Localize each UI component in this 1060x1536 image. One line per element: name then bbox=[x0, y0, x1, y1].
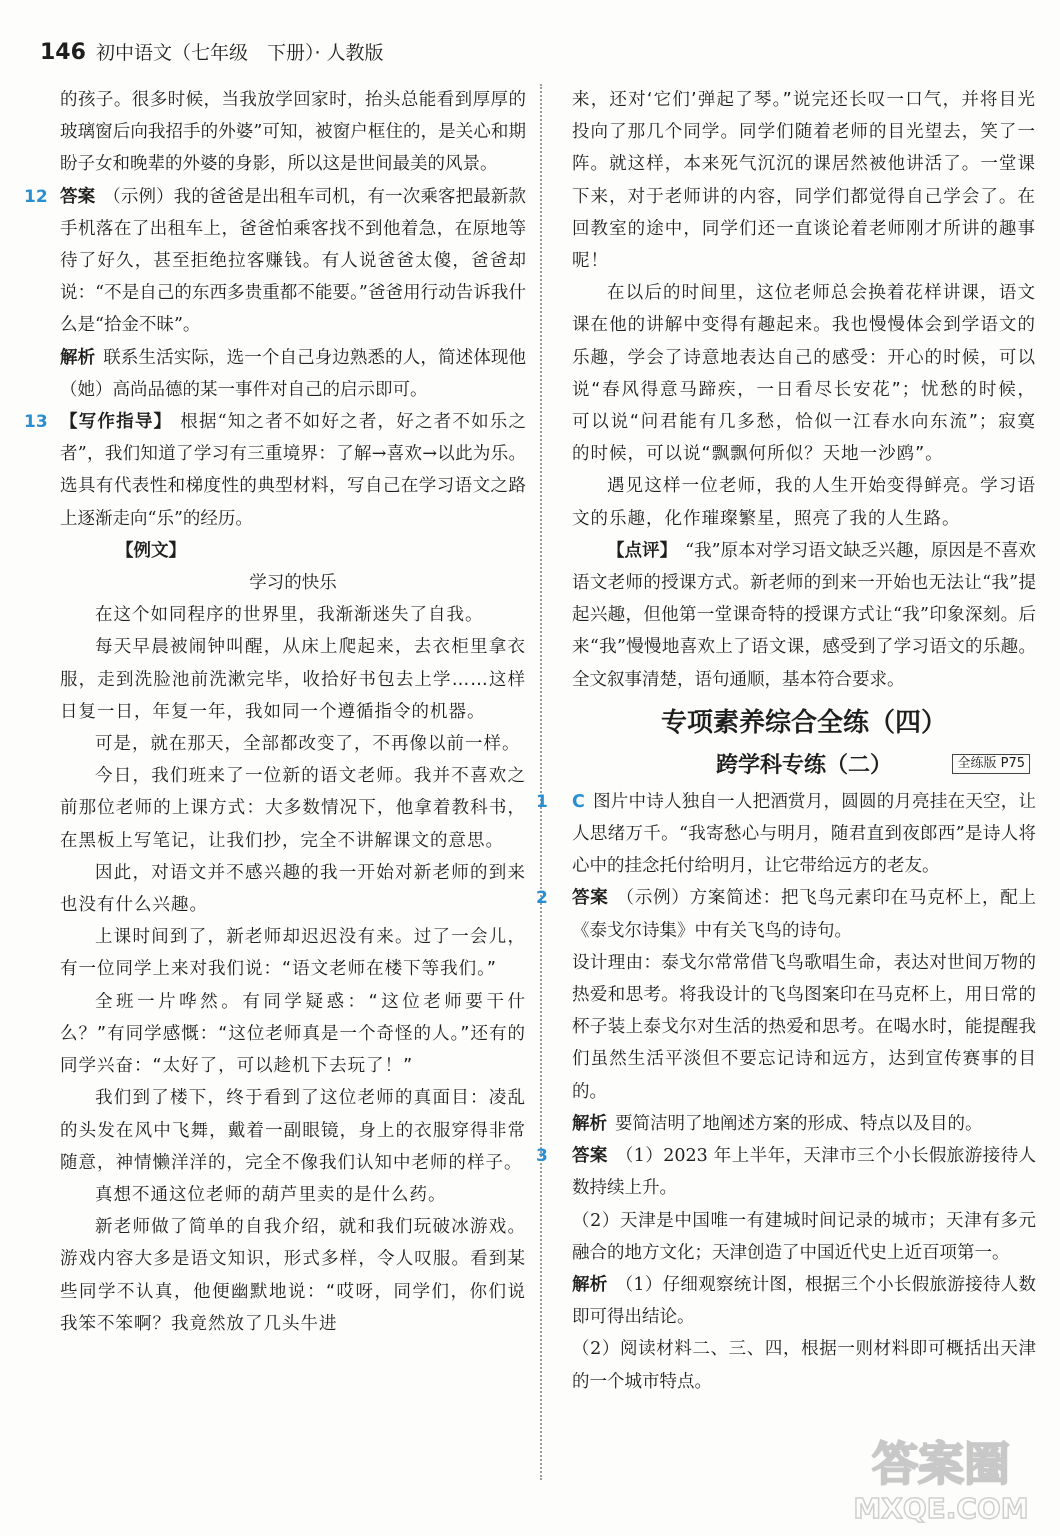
reference-badge: 全练版 P75 bbox=[952, 754, 1030, 774]
answer-tag: 答案 bbox=[572, 1146, 608, 1167]
analysis-text: 要简洁明了地阐述方案的形成、特点以及目的。 bbox=[615, 1113, 983, 1134]
answer-text: （示例）我的爸爸是出租车司机，有一次乘客把最新款手机落在了出租车上，爸爸怕乘客找不到他着急，在原地等待了好久，甚至拒绝拉客赚钱。有人说爸爸太傻，爸爸却说：“不是自己的东西多贵重都不能要。”爸爸用行动告诉我什么是“拾金不昧”。 bbox=[60, 186, 527, 336]
book-title: 初中语文（七年级 下册）· 人教版 bbox=[95, 42, 384, 64]
column-divider bbox=[540, 84, 542, 1480]
page-header bbox=[40, 38, 384, 74]
left-column bbox=[24, 84, 527, 1340]
answer-text: （1）2023 年上半年，天津市三个小长假旅游接待人数持续上升。 bbox=[572, 1146, 1037, 1199]
section-title: 专项素养综合全练（四） bbox=[660, 707, 947, 738]
question-number: 12 bbox=[24, 186, 48, 207]
page-number: 146 bbox=[40, 40, 86, 65]
watermark-main-text: 答案圈 bbox=[872, 1437, 1010, 1491]
question-number: 3 bbox=[536, 1146, 548, 1167]
right-column bbox=[536, 84, 1037, 1398]
essay-title: 学习的快乐 bbox=[249, 573, 337, 594]
answer-text: （示例）方案简述：把飞鸟元素印在马克杯上，配上《泰戈尔诗集》中有关飞鸟的诗句。 bbox=[572, 888, 1037, 941]
comment-tag: 【点评】 bbox=[607, 540, 678, 561]
essay-paragraph: 全班一片哗然。有同学疑惑：“这位老师要干什么？”有同学感慨：“这位老师真是一个奇怪的人。”还有的同学兴奋：“太好了，可以趁机下去玩了！” bbox=[60, 991, 526, 1077]
comment bbox=[572, 535, 1036, 696]
essay-paragraph: 今日，我们班来了一位新的语文老师。我并不喜欢之前那位老师的上课方式：大多数情况下，他拿着教科书，在黑板上写笔记，让我们抄，完全不讲解课文的意思。 bbox=[60, 766, 526, 851]
writing-guide-tag: 【写作指导】 bbox=[60, 412, 173, 433]
question-number: 1 bbox=[536, 791, 548, 812]
question-1 bbox=[536, 786, 1036, 883]
analysis-text: 联系生活实际，选一个自己身边熟悉的人，简述体现他（她）高尚品德的某一事件对自己的启示即可。 bbox=[60, 347, 527, 400]
example-label: 【例文】 bbox=[116, 540, 186, 561]
essay-paragraph: 在以后的时间里，这位老师总会换着花样讲课，语文课在他的讲解中变得有趣起来。我也慢慢体会到学语文的乐趣，学会了诗意地表达自己的感受：开心的时候，可以说“春风得意马蹄疾，一日看尽长安花”；忧愁的时候，可以说“问君能有几多愁，恰似一江春水向东流”；寂寞的时候，可以说“飘飘何所似？天地一沙鸥”。 bbox=[572, 283, 1036, 465]
analysis-tag: 解析 bbox=[572, 1113, 607, 1134]
question-number: 13 bbox=[24, 412, 48, 433]
watermark-logo bbox=[836, 1428, 1046, 1528]
answer-text: （2）天津是中国唯一有建城时间记录的城市；天津有多元融合的地方文化；天津创造了中国近代史上近百项第一。 bbox=[572, 1210, 1036, 1263]
essay-paragraph: 来，还对‘它们’弹起了琴。”说完还长叹一口气，并将目光投向了那几个同学。同学们随着老师的目光望去，笑了一阵。就这样，本来死气沉沉的课居然被他讲活了。一堂课下来，对于老师讲的内容，同学们都觉得自己学会了。在回教室的途中，同学们还一直谈论着老师刚才所讲的趣事呢！ bbox=[572, 90, 1036, 272]
question-12 bbox=[24, 181, 527, 406]
question-2 bbox=[536, 882, 1037, 1140]
essay-paragraph: 每天早晨被闹钟叫醒，从床上爬起来，去衣柜里拿衣服，走到洗脸池前洗漱完毕，收拾好书包去上学……这样日复一日，年复一年，我如同一个遵循指令的机器。 bbox=[60, 637, 526, 722]
answer-tag: 答案 bbox=[60, 186, 96, 207]
comment-text: “我”原本对学习语文缺乏兴趣，原因是不喜欢语文老师的授课方式。新老师的到来一开始也无法让“我”提起兴趣，但他第一堂课奇特的授课方式让“我”印象深刻。后来“我”慢慢地喜欢上了语文课，感受到了学习语文的乐趣。全文叙事清楚，语句通顺，基本符合要求。 bbox=[572, 540, 1036, 690]
answer-tag: 答案 bbox=[572, 888, 609, 909]
question-3 bbox=[536, 1140, 1037, 1398]
writing-guide-text: 根据“知之者不如好之者，好之者不如乐之者”，我们知道了学习有三重境界：了解→喜欢→以此为乐。选具有代表性和梯度性的典型材料，写自己在学习语文之路上逐渐走向“乐”的经历。 bbox=[60, 412, 526, 529]
essay-paragraph: 因此，对语文并不感兴趣的我一开始对新老师的到来也没有什么兴趣。 bbox=[60, 862, 526, 916]
essay-paragraph: 遇见这样一位老师，我的人生开始变得鲜亮。学习语文的乐趣，化作璀璨繁星，照亮了我的人生路。 bbox=[572, 476, 1036, 529]
essay-paragraph: 上课时间到了，新老师却迟迟没有来。过了一会儿，有一位同学上来对我们说：“语文老师在楼下等我们。” bbox=[60, 927, 526, 980]
analysis-tag: 解析 bbox=[572, 1274, 608, 1295]
question-number: 2 bbox=[536, 888, 548, 909]
subsection-row bbox=[572, 746, 1036, 786]
essay-paragraph: 在这个如同程序的世界里，我渐渐迷失了自我。 bbox=[95, 605, 484, 626]
analysis-tag: 解析 bbox=[60, 347, 96, 368]
answer-text: 图片中诗人独自一人把酒赏月，圆圆的月亮挂在天空，让人思绪万千。“我寄愁心与明月，随君直到夜郎西”是诗人将心中的挂念托付给明月，让它带给远方的老友。 bbox=[572, 791, 1036, 877]
essay-paragraph: 新老师做了简单的自我介绍，就和我们玩破冰游戏。游戏内容大多是语文知识，形式多样，令人叹服。看到某些同学不认真，他便幽默地说：“哎呀，同学们，你们说我笨不笨啊？我竟然放了几头牛进 bbox=[60, 1217, 526, 1334]
essay-paragraph: 真想不通这位老师的葫芦里卖的是什么药。 bbox=[95, 1184, 447, 1205]
subsection-title: 跨学科专练（二） bbox=[715, 752, 892, 778]
continued-paragraph: 的孩子。很多时候，当我放学回家时，抬头总能看到厚厚的玻璃窗后向我招手的外婆”可知，被窗户框住的，是关心和期盼子女和晚辈的外婆的身影，所以这是世间最美的风景。 bbox=[60, 90, 526, 175]
essay-paragraph: 可是，就在那天，全部都改变了，不再像以前一样。 bbox=[95, 734, 521, 755]
watermark-url-text: MXQE.COM bbox=[853, 1492, 1029, 1525]
design-reason: 设计理由：泰戈尔常常借飞鸟歌唱生命，表达对世间万物的热爱和思考。将我设计的飞鸟图案印在马克杯上，用日常的杯子装上泰戈尔对生活的热爱和思考。在喝水时，能提醒我们虽然生活平淡但不要忘记诗和远方，达到宣传赛事的目的。 bbox=[572, 952, 1036, 1102]
analysis-text: （1）仔细观察统计图，根据三个小长假旅游接待人数即可得出结论。 bbox=[572, 1274, 1036, 1328]
answer-choice: C bbox=[572, 791, 585, 812]
essay-paragraph: 我们到了楼下，终于看到了这位老师的真面目：凌乱的头发在风中飞舞，戴着一副眼镜，身上的衣服穿得非常随意，神情懒洋洋的，完全不像我们认知中老师的样子。 bbox=[60, 1088, 526, 1173]
question-13 bbox=[24, 406, 526, 599]
analysis-text: （2）阅读材料二、三、四，根据一则材料即可概括出天津的一个城市特点。 bbox=[572, 1339, 1036, 1392]
